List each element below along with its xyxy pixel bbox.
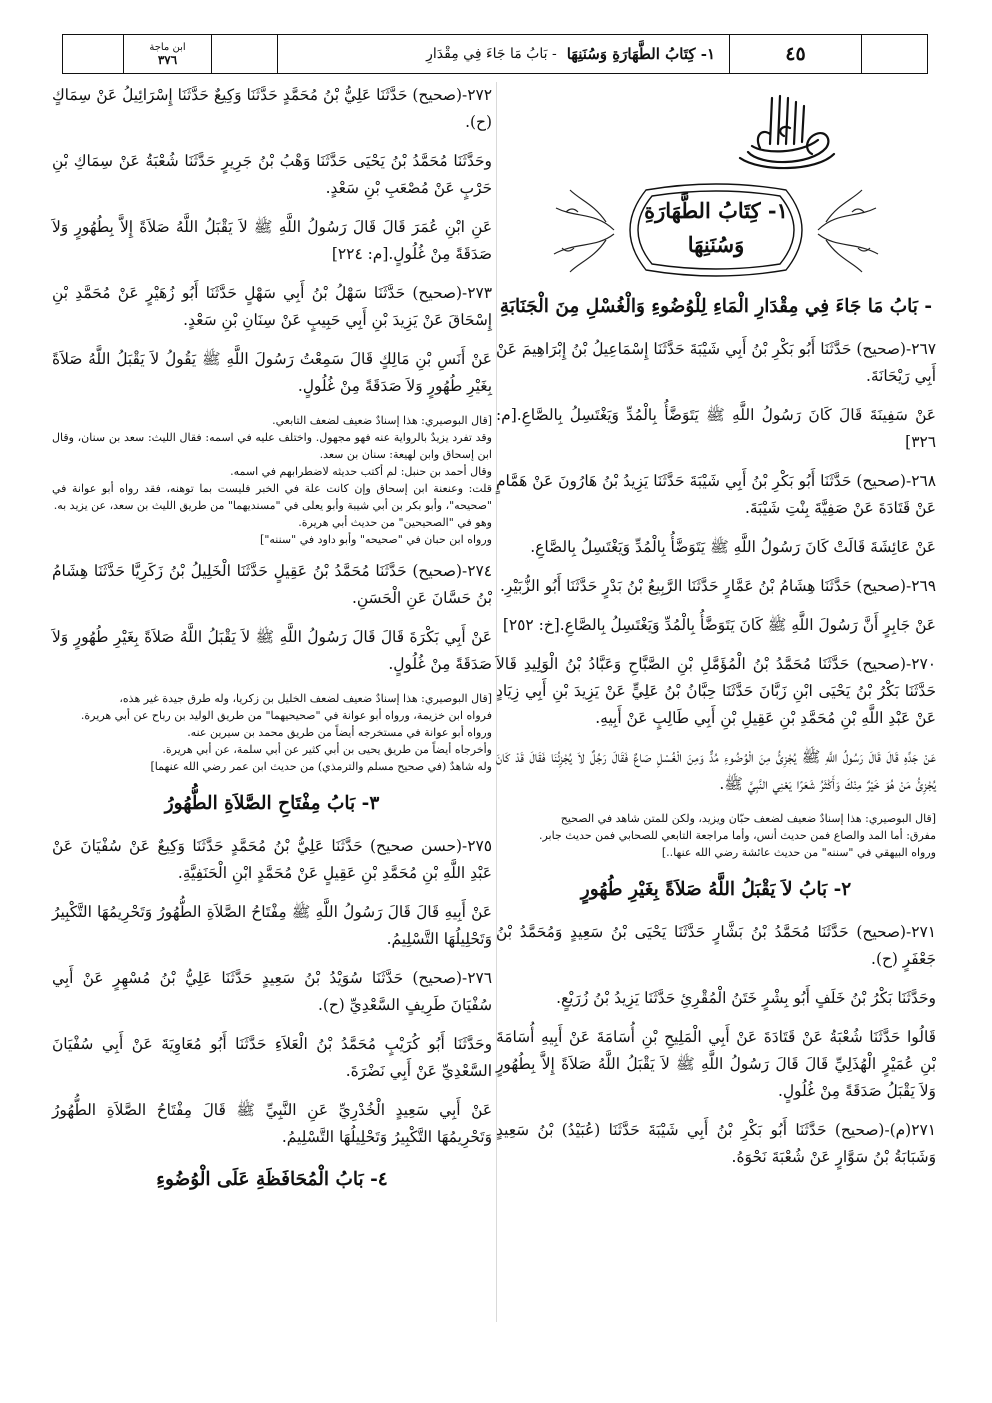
note-line: وقال أحمد بن حنبل: لم أكتب حديثه لاضطرابهم في اسمه.: [230, 465, 492, 478]
commentary-note: [52, 690, 492, 775]
note-line: وأخرجاه أيضاً من طريق يحيى بن أبي كثير عن أبي سلمة، عن أبي هريرة.: [162, 743, 492, 756]
note-line: ورواه البيهقي في "سننه" من حديث عائشة رضي الله عنها..]: [661, 846, 936, 859]
note-line: [قال البوصيري: هذا إسنادٌ ضعيف لضعف حبّان ويزيد، ولكن للمتن شاهد في الصحيح: [560, 812, 936, 825]
header-chapter-title: - بَابُ مَا جَاءَ فِي مِقْدَارِ: [426, 46, 557, 62]
hadith-matn: عَنْ أَنَسِ بْنِ مَالِكٍ قَالَ سَمِعْتُ رَسُولَ اللَّهِ ﷺ يَقُولُ لاَ يَقْبَلُ اللَّهُ صَلاَةً بِغَيْرِ طُهُورٍ وَلاَ صَدَقَةً مِنْ غُلُولٍ.: [52, 350, 492, 395]
chapter-heading: ٢- بَابُ لاَ يَقْبَلُ اللَّهُ صَلاَةً بِغَيْرِ طُهُورٍ: [580, 879, 852, 900]
note-line: وهو في "الصحيحين" من حديث أبي هريرة.: [298, 516, 492, 529]
hadith-isnad: وحَدَّثَنَا بَكْرُ بْنُ خَلَفٍ أَبُو بِشْرٍ خَتَنُ الْمُقْرِئِ حَدَّثَنَا يَزِيدُ بْنُ زُرَيْعٍ.: [556, 989, 936, 1007]
book-title: ١- كِتَابُ الطَّهَارَةِ وَسُنَنِهَا: [644, 198, 788, 257]
hadith-isnad: ٢٧١(م)-(صحيح) حَدَّثَنَا أَبُو بَكْرِ بْنُ أَبِي شَيْبَةَ حَدَّثَنَا (عُبَيْدُ) بْنُ سَعِيدٍ وَشَبَابَةُ بْنُ سَوَّارٍ عَنْ شُعْبَةَ نَحْوَهُ.: [496, 1121, 936, 1166]
chapter-heading: - بَابُ مَا جَاءَ فِي مِقْدَارِ الْمَاءِ لِلْوُضُوءِ وَالْغُسْلِ مِنَ الْجَنَابَةِ: [499, 296, 933, 317]
chapter-heading: ٣- بَابُ مِفْتَاحِ الصَّلاَةِ الطُّهُورُ: [164, 793, 380, 814]
commentary-note: [52, 412, 492, 548]
left-column: [52, 82, 492, 1209]
header-ref-label: ابن ماجة: [149, 42, 186, 53]
hadith-isnad: وحَدَّثَنَا مُحَمَّدُ بْنُ يَحْيَى حَدَّثَنَا وَهْبُ بْنُ جَرِيرٍ حَدَّثَنَا شُعْبَةُ عَنْ سِمَاكِ بْنِ حَرْبٍ عَنْ مُصْعَبِ بْنِ سَعْدٍ.: [52, 152, 492, 197]
hadith-matn: عَنْ أَبِيهِ قَالَ قَالَ رَسُولُ اللَّهِ ﷺ مِفْتَاحُ الصَّلاَةِ الطُّهُورُ وَتَحْرِيمُهَا التَّكْبِيرُ وَتَحْلِيلُهَا التَّسْلِيمُ.: [52, 903, 492, 948]
hadith-isnad: ٢٦٧-(صحيح) حَدَّثَنَا أَبُو بَكْرِ بْنُ أَبِي شَيْبَةَ حَدَّثَنَا إِسْمَاعِيلُ بْنُ إِبْرَاهِيمَ عَنْ أَبِي رَيْحَانَةَ.: [496, 340, 936, 385]
note-line: [قال البوصيري: هذا إسنادٌ ضعيف لضعف الخليل بن زكريا، وله طرق جيدة غير هذه،: [119, 692, 492, 705]
hadith-isnad: ٢٦٩-(صحيح) حَدَّثَنَا هِشَامُ بْنُ عَمَّارٍ حَدَّثَنَا الرَّبِيعُ بْنُ بَدْرٍ حَدَّثَنَا أَبُو الزُّبَيْرِ.: [500, 577, 936, 595]
header-blank-cell: [861, 35, 927, 73]
hadith-isnad: ٢٧٠-(صحيح) حَدَّثَنَا مُحَمَّدُ بْنُ الْمُؤَمَّلِ بْنِ الصَّبَّاحِ وَعَبَّادُ بْنُ الْوَلِيدِ قَالاَ حَدَّثَنَا بَكْرُ بْنُ يَحْيَى ابْنِ زَبَّانَ حَدَّثَنَا حِبَّانُ بْنُ عَلِيٍّ عَنْ يَزِيدَ بْنِ أَبِي زِيَادٍ عَنْ عَبْدِ اللَّهِ بْنِ مُحَمَّدِ بْنِ عَقِيلِ بْنِ أَبِي طَالِبٍ عَنْ أَبِيهِ.: [496, 655, 936, 727]
hadith-isnad: وحَدَّثَنَا أَبُو كُرَيْبٍ مُحَمَّدُ بْنُ الْعَلاَءِ حَدَّثَنَا أَبُو مُعَاوِيَةَ عَنْ أَبِي سُفْيَانَ السَّعْدِيِّ عَنْ أَبِي نَضْرَةَ.: [52, 1035, 492, 1080]
hadith-matn: عَنْ جَدِّهِ قَالَ قَالَ رَسُولُ اللَّهِ ﷺ يُجْزِئُ مِنَ الْوُضُوءِ مُدٌّ وَمِنَ الْغُسْلِ صَاعٌ فَقَالَ رَجُلٌ لاَ يُجْزِئُنَا فَقَالَ قَدْ كَانَ يُجْزِئُ مَنْ هُوَ خَيْرٌ مِنْكَ وَأَكْثَرُ شَعَرًا يَعْنِي النَّبِيَّ ﷺ.: [496, 748, 936, 793]
hadith-matn: عَنْ جَابِرٍ أَنَّ رَسُولَ اللَّهِ ﷺ كَانَ يَتَوَضَّأُ بِالْمُدِّ وَيَغْتَسِلُ بِالصَّاعِ.[خ: ٢٥٢]: [502, 616, 936, 634]
hadith-matn: عَنْ سَفِينَةَ قَالَ كَانَ رَسُولُ اللَّهِ ﷺ يَتَوَضَّأُ بِالْمُدِّ وَيَغْتَسِلُ بِالصَّاعِ.[م: ٣٢٦]: [496, 406, 936, 451]
running-header: [62, 34, 928, 74]
header-title: [277, 35, 729, 73]
note-line: وقد تفرد يزيدٌ بالرواية عنه فهو مجهول. واختلف عليه في اسمه: فقال الليث: سعد بن سنان، وقال ابن إسحاق وابن لهيعة: سنان بن سعد.: [52, 431, 492, 461]
hadith-isnad: ٢٧٢-(صحيح) حَدَّثَنَا عَلِيُّ بْنُ مُحَمَّدٍ حَدَّثَنَا وَكِيعٌ حَدَّثَنَا إِسْرَائِيلُ عَنْ سِمَاكٍ (ح).: [52, 86, 492, 131]
commentary-note: [496, 810, 936, 861]
basmala-calligraphy-icon: [730, 88, 840, 172]
header-ref-number: ٣٧٦: [157, 53, 178, 67]
right-column: [496, 82, 936, 1183]
hadith-matn: عَنْ أَبِي سَعِيدٍ الْخُدْرِيِّ عَنِ النَّبِيِّ ﷺ قَالَ مِفْتَاحُ الصَّلاَةِ الطُّهُورُ وَتَحْرِيمُهَا التَّكْبِيرُ وَتَحْلِيلُهَا التَّسْلِيمُ.: [52, 1101, 492, 1146]
header-blank-cell: [211, 35, 277, 73]
book-title-ornament: [496, 182, 936, 278]
hadith-isnad: ٢٧١-(صحيح) حَدَّثَنَا مُحَمَّدُ بْنُ بَشَّارٍ حَدَّثَنَا يَحْيَى بْنُ سَعِيدٍ وَمُحَمَّدُ بْنُ جَعْفَرٍ (ح).: [496, 923, 936, 968]
hadith-matn: عَنِ ابْنِ عُمَرَ قَالَ قَالَ رَسُولُ اللَّهِ ﷺ لاَ يَقْبَلُ اللَّهُ صَلاَةً إِلاَّ بِطُهُورٍ وَلاَ صَدَقَةً مِنْ غُلُولٍ.[م: ٢٢٤]: [52, 218, 492, 263]
header-blank-cell: [63, 35, 123, 73]
hadith-isnad: ٢٧٥-(حسن صحيح) حَدَّثَنَا عَلِيُّ بْنُ مُحَمَّدٍ حَدَّثَنَا وَكِيعٌ عَنْ سُفْيَانَ عَنْ عَبْدِ اللَّهِ بْنِ مُحَمَّدِ بْنِ عَقِيلٍ عَنْ مُحَمَّدٍ ابْنِ الْحَنَفِيَّةِ.: [52, 837, 492, 882]
note-line: [قال البوصيري: هذا إسنادٌ ضعيف لضعف التابعي.: [272, 414, 492, 427]
note-line: ورواه أبو عوانة في مستخرجه أيضاً من طريق محمد بن سيرين عنه.: [187, 726, 492, 739]
note-line: قلت: وعنعنة ابن إسحاق وإن كانت علة في الخبر فليست بما توهنه، فقد رواه أبو عوانة في "صحيحه"، وأبو بكر بن أبي شيبة وأبو يعلى في "مسنديهما" من طريق الليث بن سعد، عن يزيد به.: [52, 482, 492, 512]
hadith-isnad: ٢٧٤-(صحيح) حَدَّثَنَا مُحَمَّدُ بْنُ عَقِيلٍ حَدَّثَنَا الْخَلِيلُ بْنُ زَكَرِيَّا حَدَّثَنَا هِشَامُ بْنُ حَسَّانَ عَنِ الْحَسَنِ.: [52, 562, 492, 607]
hadith-isnad: ٢٧٣-(صحيح) حَدَّثَنَا سَهْلُ بْنُ أَبِي سَهْلٍ حَدَّثَنَا أَبُو زُهَيْرٍ عَنْ مُحَمَّدِ بْنِ إِسْحَاقَ عَنْ يَزِيدَ بْنِ أَبِي حَبِيبٍ عَنْ سِنَانِ بْنِ سَعْدٍ.: [52, 284, 492, 329]
hadith-isnad: ٢٧٦-(صحيح) حَدَّثَنَا سُوَيْدُ بْنُ سَعِيدٍ حَدَّثَنَا عَلِيُّ بْنُ مُسْهِرٍ عَنْ أَبِي سُفْيَانَ طَرِيفٍ السَّعْدِيِّ (ح).: [52, 969, 492, 1014]
note-line: ورواه ابن حبان في "صحيحه" وأبو داود في "سننه"]: [260, 533, 492, 546]
chapter-heading: ٤- بَابُ الْمُحَافَظَةِ عَلَى الْوُضُوءِ: [156, 1169, 388, 1190]
note-line: وله شاهدٌ (في صحيح مسلم والترمذي) من حديث ابن عمر رضي الله عنهما]: [150, 760, 492, 773]
header-book-title: ١- كِتَابُ الطَّهَارَةِ وَسُنَنِهَا: [566, 45, 715, 63]
header-reference: [123, 35, 211, 73]
note-line: فرواه ابن خزيمة، ورواه أبو عوانة في "صحيحيهما" من طريق الوليد بن رباح عن أبي هريرة.: [80, 709, 492, 722]
hadith-matn: عَنْ أَبِي بَكْرَةَ قَالَ قَالَ رَسُولُ اللَّهِ ﷺ لاَ يَقْبَلُ اللَّهُ صَلاَةً بِغَيْرِ طُهُورٍ وَلاَ صَدَقَةً مِنْ غُلُولٍ.: [52, 628, 492, 673]
hadith-isnad: ٢٦٨-(صحيح) حَدَّثَنَا أَبُو بَكْرِ بْنُ أَبِي شَيْبَةَ حَدَّثَنَا يَزِيدُ بْنُ هَارُونَ عَنْ هَمَّامٍ عَنْ قَتَادَةَ عَنْ صَفِيَّةَ بِنْتِ شَيْبَةَ.: [496, 472, 936, 517]
basmala-calligraphy: [496, 88, 936, 176]
hadith-matn: عَنْ عَائِشَةَ قَالَتْ كَانَ رَسُولُ اللَّهِ ﷺ يَتَوَضَّأُ بِالْمُدِّ وَيَغْتَسِلُ بِالصَّاعِ.: [530, 538, 936, 556]
note-line: مفرق: أما المد والصاع فمن حديث أنس، وأما مراجعة التابعي للصحابي فمن حديث جابر.: [538, 829, 936, 842]
hadith-matn: قَالُوا حَدَّثَنَا شُعْبَةُ عَنْ قَتَادَةَ عَنْ أَبِي الْمَلِيحِ بْنِ أُسَامَةَ عَنْ أَبِيهِ أُسَامَةَ بْنِ عُمَيْرٍ الْهُذَلِيِّ قَالَ قَالَ رَسُولُ اللَّهِ ﷺ لاَ يَقْبَلُ اللَّهُ صَلاَةً إِلاَّ بِطُهُورٍ وَلاَ يَقْبَلُ صَدَقَةً مِنْ غُلُولٍ.: [496, 1028, 936, 1100]
page-number: ٤٥: [729, 35, 861, 73]
